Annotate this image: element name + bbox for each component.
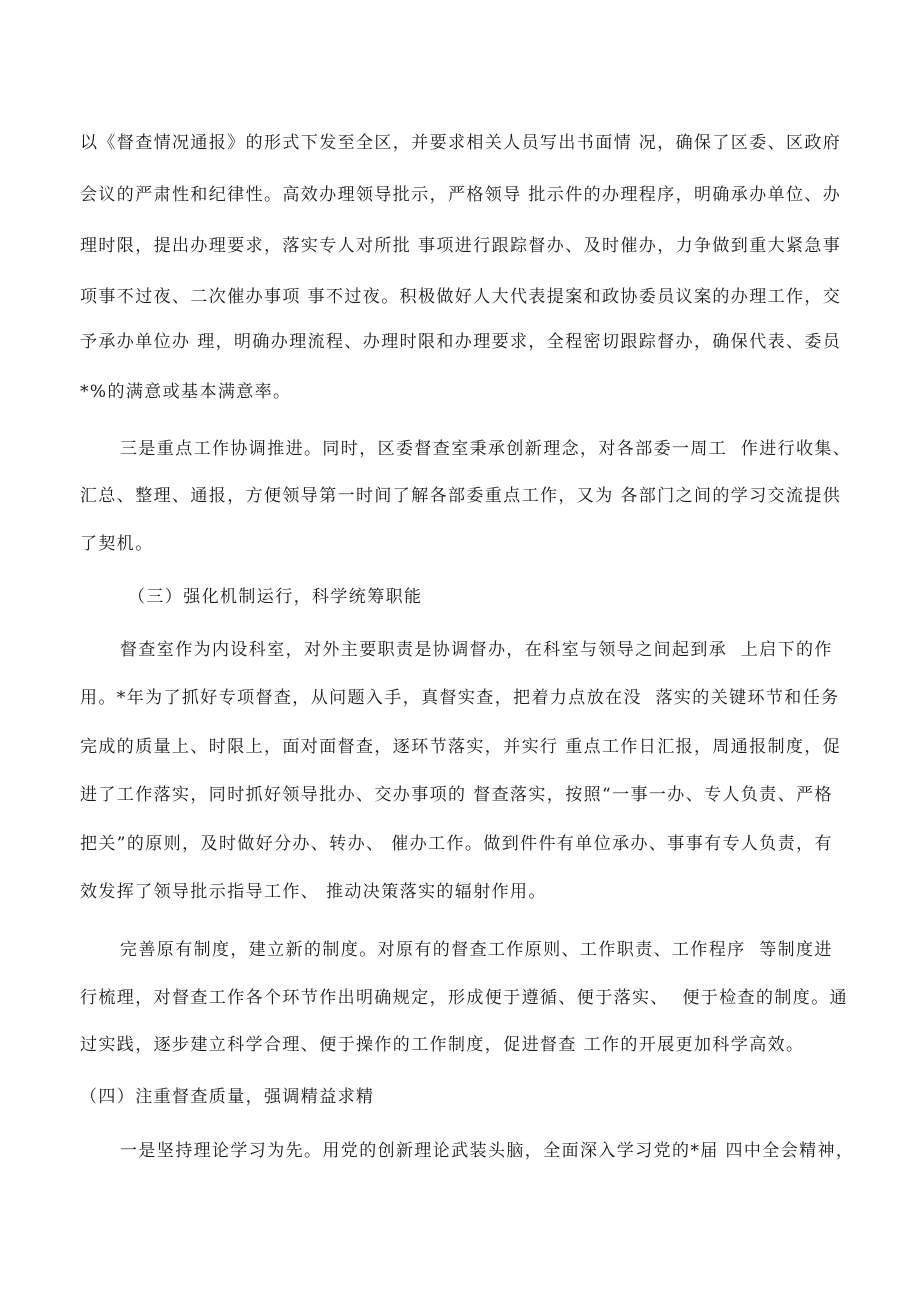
text-line: 以《督查情况通报》的形式下发至全区，并要求相关人员写出书面情 况，确保了区委、区政府: [80, 133, 842, 153]
text-line: 汇总、整理、通报，方便领导第一时间了解各部委重点工作，又为 各部门之间的学习交流提供: [80, 486, 842, 506]
text-line: 过实践，逐步建立科学合理、便于操作的工作制度，促进督查 工作的开展更加科学高效。: [80, 1035, 805, 1055]
section-heading-4: （四）注重督查质量，强调精益求精: [80, 1087, 375, 1107]
text-line: 进了工作落实，同时抓好领导批办、交办事项的 督查落实，按照“一事一办、专人负责、严格: [80, 785, 833, 805]
text-line: 用。*年为了抓好专项督查，从问题入手，真督实查，把着力点放在没 落实的关键环节和任务: [80, 688, 840, 708]
text-line: 完善原有制度，建立新的制度。对原有的督查工作原则、工作职责、工作程序 等制度进: [120, 940, 833, 960]
text-line: 了契机。: [80, 534, 154, 554]
text-line: 会议的严肃性和纪律性。高效办理领导批示，严格领导 批示件的办理程序，明确承办单位、办: [80, 185, 842, 205]
text-line: 三是重点工作协调推进。同时，区委督查室秉承创新理念，对各部委一周工 作进行收集、: [120, 439, 852, 459]
text-line: 把关”的原则，及时做好分办、转办、 催办工作。做到件件有单位承办、事事有专人负责，有: [80, 834, 833, 854]
text-line: 项事不过夜、二次催办事项 事不过夜。积极做好人大代表提案和政协委员议案的办理工作，交: [80, 287, 842, 307]
text-line: 予承办单位办 理，明确办理流程、办理时限和办理要求，全程密切跟踪督办，确保代表、委员: [80, 332, 842, 352]
text-line: 行梳理，对督查工作各个环节作出明确规定，形成便于遵循、便于落实、 便于检查的制度。通: [80, 988, 849, 1008]
text-line: *%的满意或基本满意率。: [80, 382, 292, 402]
text-line: 督查室作为内设科室，对外主要职责是协调督办，在科室与领导之间起到承 上启下的作: [120, 640, 833, 660]
text-line: 一是坚持理论学习为先。用党的创新理论武装头脑，全面深入学习党的*届 四中全会精神，: [120, 1141, 855, 1161]
text-line: 理时限，提出办理要求，落实专人对所批 事项进行跟踪督办、及时催办，力争做到重大紧急事: [80, 236, 842, 256]
section-heading-3: （三）强化机制运行，科学统筹职能: [128, 587, 423, 607]
text-line: 效发挥了领导批示指导工作、 推动决策落实的辐射作用。: [80, 882, 547, 902]
text-line: 完成的质量上、时限上，面对面督查，逐环节落实，并实行 重点工作日汇报，周通报制度，促: [80, 737, 842, 757]
